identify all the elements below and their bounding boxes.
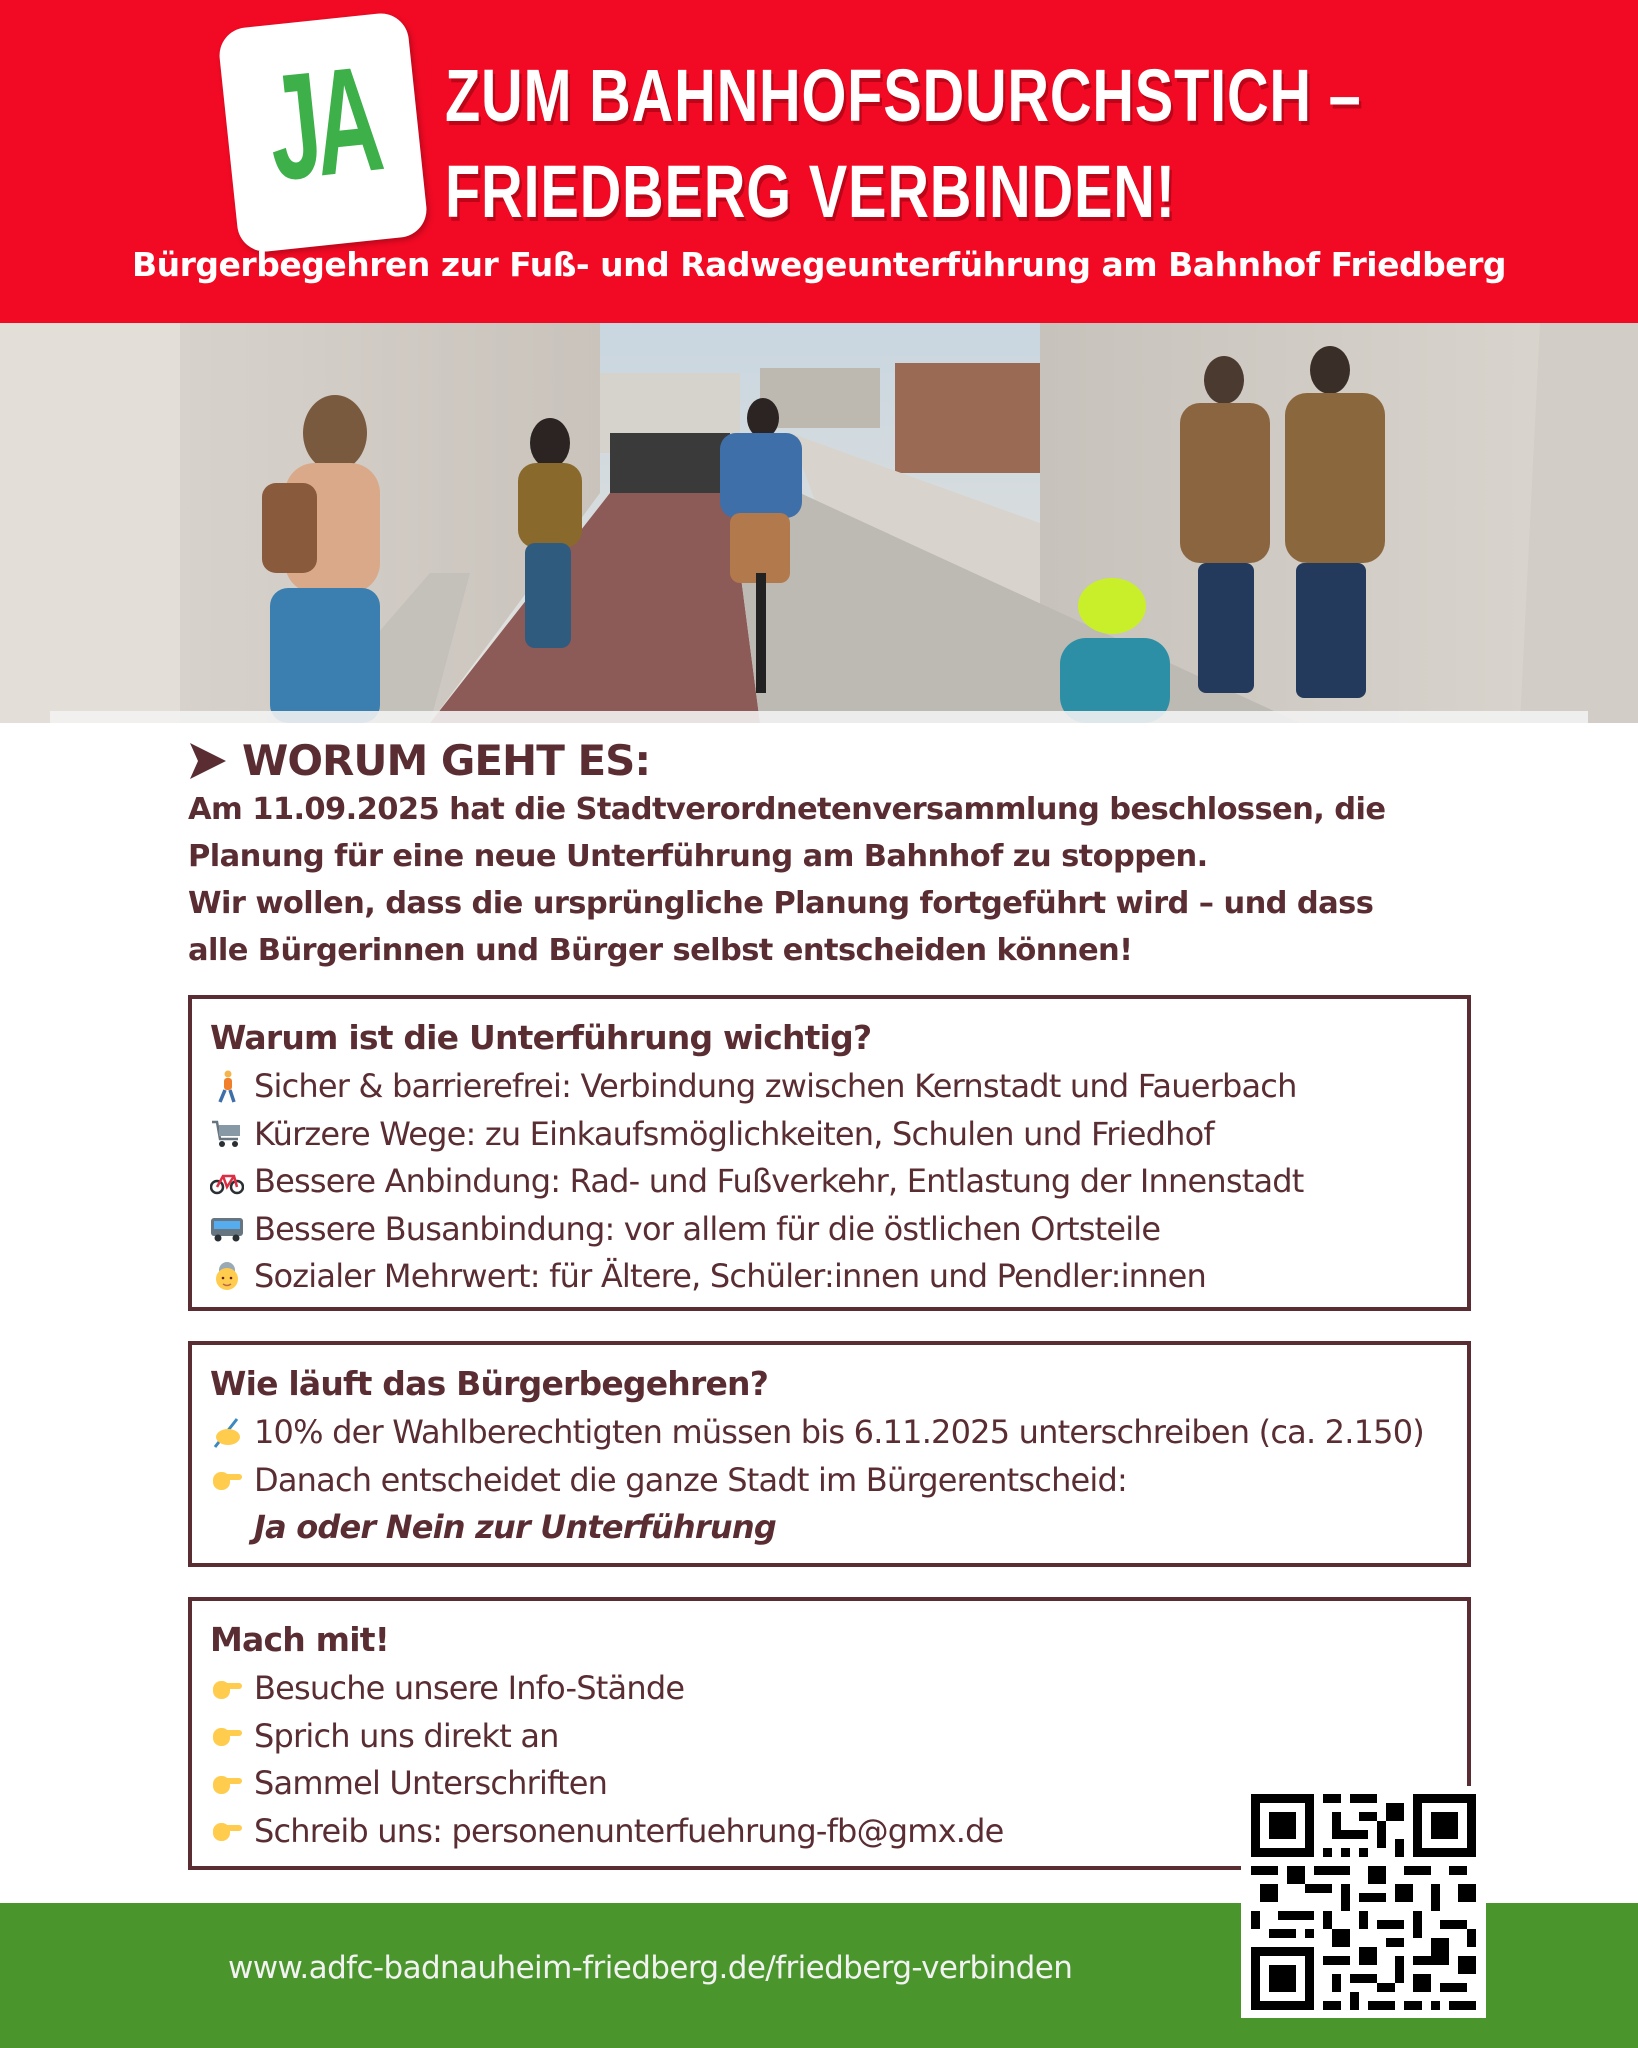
- title-line-2: FRIEDBERG VERBINDEN!: [445, 150, 1176, 233]
- bus-icon: [210, 1212, 244, 1246]
- ja-logo-text: JA: [260, 33, 384, 213]
- bicycle-icon: [210, 1165, 244, 1199]
- pointing-hand-icon: [210, 1463, 244, 1497]
- ja-logo: [217, 11, 429, 255]
- list-item-text: Bessere Anbindung: Rad- und Fußverkehr, Entlastung der Innenstadt: [254, 1162, 1304, 1200]
- page-subtitle: Bürgerbegehren zur Fuß- und Radwegeunterführung am Bahnhof Friedberg: [132, 245, 1506, 284]
- list-item-text: 10% der Wahlberechtigten müssen bis 6.11.2025 unterschreiben (ca. 2.150): [254, 1413, 1424, 1451]
- process-box: [188, 1341, 1471, 1567]
- list-item-text: Danach entscheidet die ganze Stadt im Bürgerentscheid:: [254, 1460, 1128, 1499]
- list-item-text: Sammel Unterschriften: [254, 1764, 608, 1802]
- pointing-hand-icon: [210, 1719, 244, 1753]
- list-item: [210, 1111, 1449, 1159]
- pointing-hand-icon: [210, 1672, 244, 1706]
- title-line-1: ZUM BAHNHOFSDURCHSTICH –: [445, 54, 1362, 137]
- list-item-text: Kürzere Wege: zu Einkaufsmöglichkeiten, Schulen und Friedhof: [254, 1114, 1214, 1153]
- intro-line: alle Bürgerinnen und Bürger selbst entscheiden können!: [188, 933, 1133, 968]
- reasons-list: [210, 1063, 1449, 1301]
- box-title: Wie läuft das Bürgerbegehren?: [210, 1364, 769, 1403]
- shopping-cart-icon: [210, 1117, 244, 1151]
- section-heading: [188, 736, 650, 785]
- why-important-box: [188, 995, 1471, 1311]
- list-item-text: Bessere Busanbindung: vor allem für die östlichen Ortsteile: [254, 1209, 1161, 1248]
- list-item-text: Besuche unsere Info-Stände: [254, 1669, 685, 1707]
- email-link[interactable]: Schreib uns: personenunterfuehrung-fb@gmx.de: [254, 1811, 1004, 1850]
- website-link[interactable]: www.adfc-badnauheim-friedberg.de/friedberg-verbinden: [228, 1950, 1073, 1986]
- intro-paragraph: [188, 786, 1478, 974]
- emphasis-text: Ja oder Nein zur Unterführung: [254, 1508, 776, 1546]
- list-item: [210, 1713, 1449, 1761]
- intro-line: Wir wollen, dass die ursprüngliche Planung fortgeführt wird – und dass: [188, 886, 1374, 921]
- list-item: [210, 1457, 1449, 1505]
- writing-hand-icon: [210, 1416, 244, 1450]
- list-item: [210, 1063, 1449, 1111]
- older-woman-icon: [210, 1260, 244, 1294]
- list-item: [210, 1665, 1449, 1713]
- underpass-photo: [0, 323, 1638, 723]
- list-item: [210, 1206, 1449, 1254]
- process-list: [210, 1409, 1449, 1552]
- intro-line: Am 11.09.2025 hat die Stadtverordnetenversammlung beschlossen, die: [188, 792, 1386, 827]
- list-item-text: Sozialer Mehrwert: für Ältere, Schüler:innen und Pendler:innen: [254, 1257, 1206, 1295]
- header-banner: [0, 0, 1638, 323]
- list-item: [210, 1409, 1449, 1457]
- pointing-hand-icon: [210, 1767, 244, 1801]
- list-item: [210, 1253, 1449, 1301]
- section-heading-text: WORUM GEHT ES:: [242, 736, 651, 785]
- list-item-text: Sprich uns direkt an: [254, 1716, 559, 1755]
- pointing-hand-icon: [210, 1814, 244, 1848]
- underpass-illustration: [0, 323, 1638, 723]
- box-title: Warum ist die Unterführung wichtig?: [210, 1018, 872, 1057]
- box-title: Mach mit!: [210, 1620, 389, 1659]
- list-item-text: Sicher & barrierefrei: Verbindung zwischen Kernstadt und Fauerbach: [254, 1067, 1297, 1105]
- page-title: [445, 48, 1362, 240]
- triangle-arrow-icon: [188, 741, 228, 781]
- qr-code-icon[interactable]: [1241, 1786, 1486, 2018]
- list-item: [210, 1158, 1449, 1206]
- intro-line: Planung für eine neue Unterführung am Bahnhof zu stoppen.: [188, 839, 1208, 874]
- person-walking-icon: [210, 1070, 244, 1104]
